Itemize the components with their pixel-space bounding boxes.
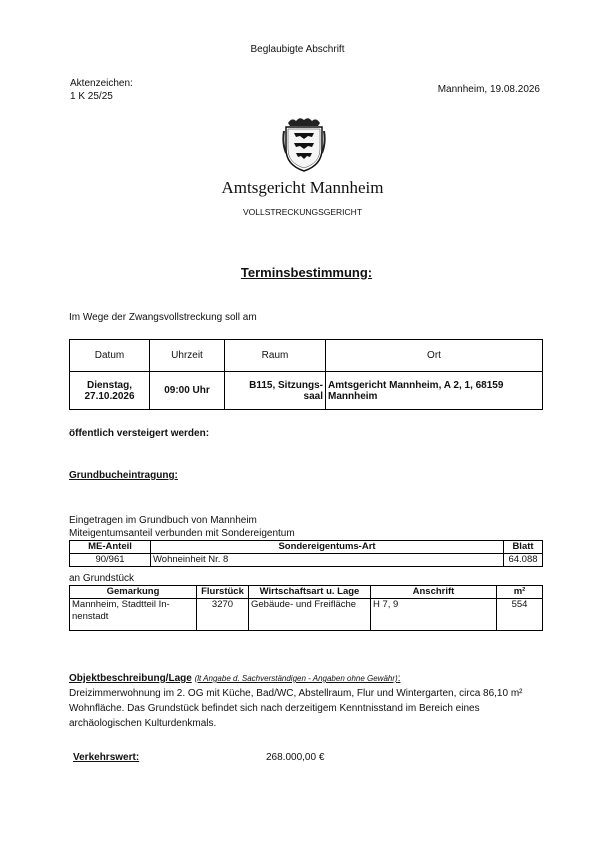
- plot-label: an Grundstück: [69, 573, 135, 584]
- schedule-place: Amtsgericht Mannheim, A 2, 1, 68159 Mannheim: [326, 372, 543, 410]
- schedule-time: 09:00 Uhr: [150, 372, 225, 410]
- copy-label: Beglaubigte Abschrift: [250, 44, 345, 55]
- land-register-line2: Miteigentumsanteil verbunden mit Sondereigentum: [69, 528, 295, 539]
- plot-area: 554: [497, 599, 543, 631]
- court-name: Amtsgericht Mannheim: [221, 178, 384, 197]
- schedule-header-room: Raum: [225, 340, 326, 372]
- court-dept: VOLLSTRECKUNGSGERICHT: [242, 207, 363, 217]
- file-ref-value: 1 K 25/25: [70, 91, 113, 102]
- schedule-room: B115, Sitzungs- saal: [225, 372, 326, 410]
- share-header-sheet: Blatt: [504, 541, 543, 554]
- plot-header-address: Anschrift: [371, 586, 497, 599]
- plot-usage: Gebäude- und Freifläche: [249, 599, 371, 631]
- auction-text: öffentlich versteigert werden:: [69, 428, 210, 439]
- value-label: Verkehrswert:: [73, 752, 140, 763]
- schedule-date: Dienstag, 27.10.2026: [70, 372, 150, 410]
- share-sheet: 64.088: [504, 554, 543, 567]
- schedule-header-date: Datum: [70, 340, 150, 372]
- plot-header-area: m²: [497, 586, 543, 599]
- share-header-fraction: ME-Anteil: [70, 541, 151, 554]
- plot-header-usage: Wirtschaftsart u. Lage: [249, 586, 371, 599]
- file-ref-label: Aktenzeichen:: [70, 78, 133, 89]
- intro-text: Im Wege der Zwangsvollstreckung soll am: [69, 312, 257, 323]
- value-amount: 268.000,00 €: [266, 752, 325, 763]
- schedule-table: [69, 339, 543, 410]
- object-heading: Objektbeschreibung/Lage: [69, 673, 192, 684]
- share-table: [69, 540, 543, 567]
- share-header-type: Sondereigentums-Art: [151, 541, 504, 554]
- land-register-line1: Eingetragen im Grundbuch von Mannheim: [69, 515, 257, 526]
- object-colon: :: [397, 673, 401, 684]
- place-date: Mannheim, 19.08.2026: [437, 84, 540, 95]
- object-note: (lt Angabe d. Sachverständigen - Angaben ohne Gewähr): [194, 674, 398, 683]
- document-title: Terminsbestimmung:: [240, 265, 373, 280]
- plot-table: [69, 585, 543, 631]
- coat-of-arms-icon: [282, 113, 326, 173]
- schedule-header-place: Ort: [326, 340, 543, 372]
- plot-district: Mannheim, Stadtteil In- nenstadt: [70, 599, 197, 631]
- share-fraction: 90/961: [70, 554, 151, 567]
- land-register-heading: Grundbucheintragung:: [69, 470, 178, 481]
- schedule-header-time: Uhrzeit: [150, 340, 225, 372]
- share-type: Wohneinheit Nr. 8: [151, 554, 504, 567]
- plot-address: H 7, 9: [371, 599, 497, 631]
- object-description: Dreizimmerwohnung im 2. OG mit Küche, Bad/WC, Abstellraum, Flur und Wintergarten, circa 86,10 m² Wohnfläche. Das Grundstück befindet sich nach derzeitigem Kenntnisstand im Bereich eines archäologischen Kulturdenkmals.: [69, 688, 523, 729]
- plot-header-parcel: Flurstück: [197, 586, 249, 599]
- plot-parcel: 3270: [197, 599, 249, 631]
- plot-header-district: Gemarkung: [70, 586, 197, 599]
- object-heading-line: [69, 672, 400, 685]
